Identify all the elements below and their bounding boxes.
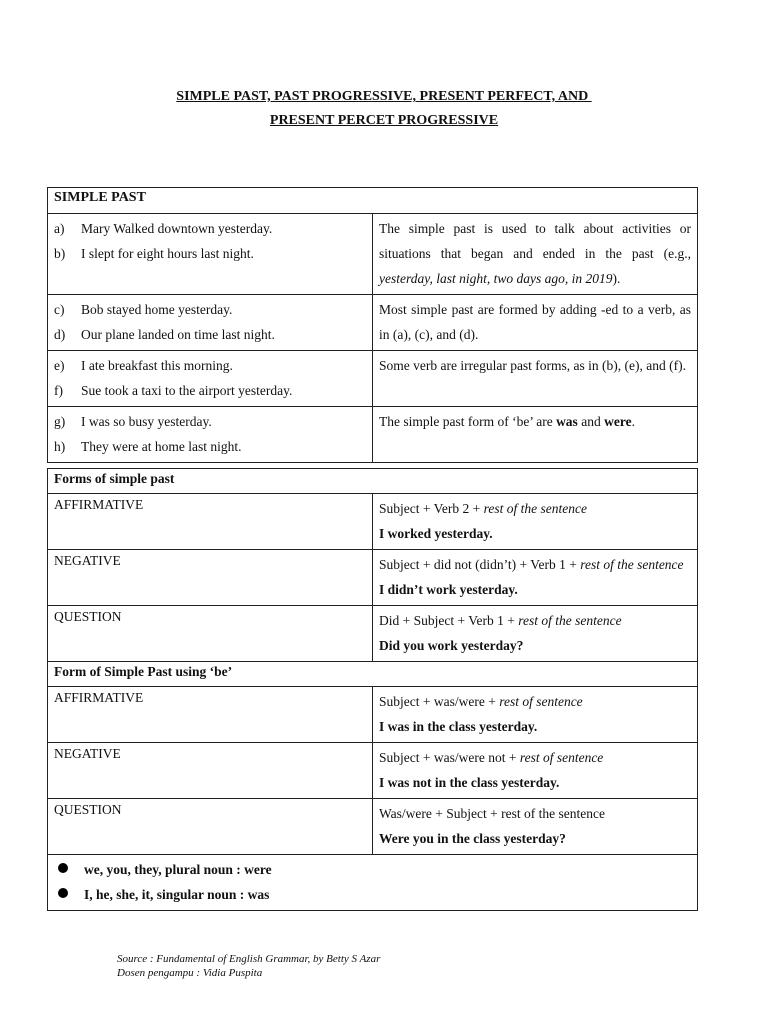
form-cell (373, 550, 698, 606)
source-footer (117, 952, 380, 980)
example-text: Bob stayed home yesterday. (81, 302, 233, 317)
form-cell (373, 606, 698, 662)
bullet-icon (58, 863, 68, 873)
formula-italic: rest of sentence (499, 694, 583, 709)
explanation-text: Most simple past are formed by adding -ed to a verb, as in (a), (c), and (d). (379, 302, 691, 342)
formula-line (379, 608, 691, 633)
table-row (48, 743, 698, 799)
section-header-forms: Forms of simple past (48, 469, 698, 494)
example-line (54, 434, 368, 459)
form-type-label: NEGATIVE (48, 550, 373, 606)
example-line (54, 216, 368, 241)
example-text: They were at home last night. (81, 439, 242, 454)
note-line (54, 882, 691, 907)
example-sentence: Were you in the class yesterday? (379, 831, 566, 846)
formula-text: Was/were + Subject + rest of the sentence (379, 806, 605, 821)
table-row (48, 214, 698, 295)
explanation-and: and (577, 414, 605, 429)
explanation-was: was (556, 414, 578, 429)
table-row (48, 494, 698, 550)
example-sentence: Did you work yesterday? (379, 638, 524, 653)
example-text: I ate breakfast this morning. (81, 358, 233, 373)
examples-cell (48, 351, 373, 407)
example-label: e) (54, 358, 65, 373)
table-row (48, 407, 698, 463)
form-cell (373, 687, 698, 743)
explanation-examples: yesterday, last night, two days ago, in 2019 (379, 271, 613, 286)
formula-text: Subject + did not (didn’t) + Verb 1 + (379, 557, 581, 572)
form-type-label: NEGATIVE (48, 743, 373, 799)
example-line (54, 353, 368, 378)
simple-past-table (47, 187, 698, 463)
example-label: g) (54, 414, 66, 429)
bullet-icon (58, 888, 68, 898)
example-text: Our plane landed on time last night. (81, 327, 275, 342)
formula-italic: rest of the sentence (580, 557, 684, 572)
formula-line (379, 745, 691, 770)
formula-text: Subject + was/were not + (379, 750, 520, 765)
explanation-cell (373, 214, 698, 295)
note-line (54, 857, 691, 882)
form-cell (373, 494, 698, 550)
table-row (48, 550, 698, 606)
example-text: I was so busy yesterday. (81, 414, 212, 429)
formula-line (379, 496, 691, 521)
example-sentence: I didn’t work yesterday. (379, 582, 518, 597)
example-line (54, 409, 368, 434)
example-text: Sue took a taxi to the airport yesterday. (81, 383, 293, 398)
explanation-end: ). (612, 271, 621, 286)
form-cell (373, 799, 698, 855)
table-row (48, 351, 698, 407)
formula-line (379, 801, 691, 826)
example-sentence: I worked yesterday. (379, 526, 493, 541)
examples-cell (48, 295, 373, 351)
example-label: a) (54, 221, 65, 236)
formula-line (379, 552, 691, 577)
form-type-label: AFFIRMATIVE (48, 494, 373, 550)
formula-italic: rest of the sentence (483, 501, 587, 516)
explanation-end: . (631, 414, 635, 429)
document-title-line-2: PRESENT PERCET PROGRESSIVE (269, 113, 499, 128)
examples-cell (48, 214, 373, 295)
formula-line (379, 689, 691, 714)
example-line (54, 322, 368, 347)
source-line: Source : Fundamental of English Grammar, by Betty S Azar (117, 953, 381, 965)
lecturer-line: Dosen pengampu : Vidia Puspita (117, 967, 263, 979)
formula-text: Subject + Verb 2 + (379, 501, 484, 516)
example-label: h) (54, 439, 66, 454)
explanation-cell (373, 351, 698, 407)
formula-text: Subject + was/were + (379, 694, 500, 709)
examples-cell (48, 407, 373, 463)
example-line (54, 378, 368, 403)
form-type-label: QUESTION (48, 799, 373, 855)
explanation-text: The simple past form of ‘be’ are (379, 414, 557, 429)
form-type-label: QUESTION (48, 606, 373, 662)
explanation-text: The simple past is used to talk about activities or situations that began and ended in the past (e.g., (379, 221, 691, 261)
form-cell (373, 743, 698, 799)
example-text: Mary Walked downtown yesterday. (81, 221, 273, 236)
formula-italic: rest of the sentence (518, 613, 622, 628)
explanation-cell (373, 407, 698, 463)
example-line (54, 241, 368, 266)
explanation-were: were (604, 414, 632, 429)
example-label: c) (54, 302, 65, 317)
explanation-text: Some verb are irregular past forms, as in (b), (e), and (f). (379, 358, 687, 373)
section-header-be: Form of Simple Past using ‘be’ (48, 662, 698, 687)
example-sentence: I was in the class yesterday. (379, 719, 538, 734)
table-row (48, 799, 698, 855)
example-label: b) (54, 246, 66, 261)
example-line (54, 297, 368, 322)
form-type-label: AFFIRMATIVE (48, 687, 373, 743)
table-row (48, 687, 698, 743)
example-text: I slept for eight hours last night. (81, 246, 254, 261)
notes-cell (48, 855, 698, 911)
simple-past-header: SIMPLE PAST (48, 188, 698, 214)
table-row (48, 606, 698, 662)
forms-table (47, 468, 698, 911)
example-label: f) (54, 383, 63, 398)
note-text: I, he, she, it, singular noun : was (84, 887, 270, 902)
example-label: d) (54, 327, 66, 342)
formula-text: Did + Subject + Verb 1 + (379, 613, 519, 628)
document-title-line-1: SIMPLE PAST, PAST PROGRESSIVE, PRESENT PERFECT, AND (176, 89, 592, 104)
explanation-cell (373, 295, 698, 351)
table-row (48, 295, 698, 351)
note-text: we, you, they, plural noun : were (84, 862, 272, 877)
formula-italic: rest of sentence (519, 750, 604, 765)
example-sentence: I was not in the class yesterday. (379, 775, 560, 790)
